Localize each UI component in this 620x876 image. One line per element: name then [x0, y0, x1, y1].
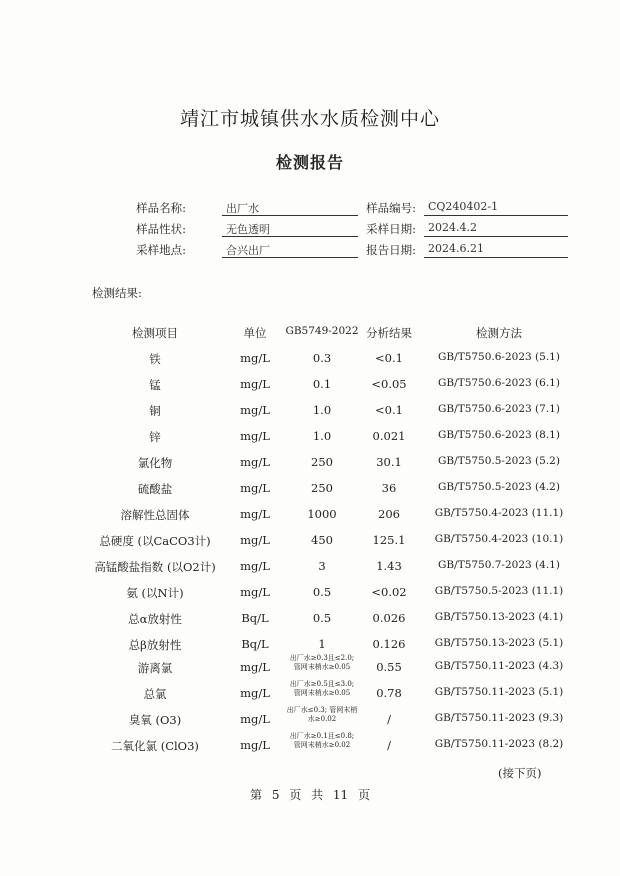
item-result: <0.1 [375, 351, 403, 365]
item-method: GB/T5750.6-2023 (8.1) [438, 429, 560, 441]
item-unit: mg/L [240, 403, 270, 417]
item-unit: Bq/L [241, 611, 269, 625]
item-name: 总氯 [143, 687, 167, 701]
item-method: GB/T5750.11-2023 (9.3) [434, 712, 564, 724]
item-method: GB/T5750.6-2023 (7.1) [438, 403, 560, 415]
item-result: 206 [378, 507, 400, 521]
table-row [0, 455, 620, 481]
table-row [0, 429, 620, 455]
item-name: 铁 [149, 352, 161, 366]
item-name: 锰 [149, 378, 161, 392]
item-unit: mg/L [240, 351, 270, 365]
item-standard: 250 [311, 481, 333, 495]
item-name: 氯化物 [137, 456, 173, 470]
info-row-3 [0, 242, 620, 260]
item-unit: mg/L [240, 738, 270, 752]
item-standard: 0.3 [312, 351, 332, 365]
item-standard: 0.5 [312, 611, 332, 625]
item-method: GB/T5750.4-2023 (11.1) [434, 507, 564, 519]
item-result: 125.1 [372, 533, 406, 547]
item-method: GB/T5750.5-2023 (4.2) [438, 481, 560, 493]
item-method: GB/T5750.5-2023 (11.1) [434, 585, 564, 597]
header-item: 检测项目 [132, 326, 178, 340]
item-name: 游离氯 [137, 661, 173, 675]
sample-nature-value: 无色透明 [222, 221, 358, 237]
item-unit: mg/L [240, 507, 270, 521]
item-method: GB/T5750.5-2023 (5.2) [438, 455, 560, 467]
organization-title: 靖江市城镇供水水质检测中心 [179, 108, 440, 130]
item-standard: 1.0 [312, 429, 332, 443]
item-standard: 出厂水≤0.3; 管网末梢水≥0.02 [286, 706, 358, 723]
sampling-date-value: 2024.4.2 [424, 221, 568, 237]
item-name: 溶解性总固体 [120, 508, 190, 522]
item-name: 总β放射性 [128, 638, 182, 652]
table-row [0, 507, 620, 533]
sampling-site-value: 合兴出厂 [222, 242, 358, 258]
sample-no-value: CQ240402-1 [424, 200, 568, 216]
item-result: 0.021 [372, 429, 406, 443]
sample-nature-label: 样品性状: [136, 222, 186, 236]
report-date-value: 2024.6.21 [424, 242, 568, 258]
item-method: GB/T5750.11-2023 (8.2) [434, 738, 564, 750]
table-row [0, 732, 620, 767]
item-result: 1.43 [376, 559, 402, 573]
info-row-1 [0, 200, 620, 218]
report-date-label: 报告日期: [366, 243, 416, 257]
item-method: GB/T5750.7-2023 (4.1) [438, 559, 560, 571]
item-standard: 3 [318, 559, 326, 573]
item-unit: mg/L [240, 533, 270, 547]
item-name: 氨 (以N计) [126, 586, 184, 600]
table-row [0, 377, 620, 403]
item-name: 二氧化氯 (ClO3) [111, 739, 199, 753]
item-standard: 出厂水≥0.3且≤2.0; 管网末梢水≥0.05 [289, 654, 355, 671]
item-name: 硫酸盐 [137, 482, 173, 496]
page-footer: 第 5 页 共 11 页 [250, 788, 370, 802]
header-standard: GB5749-2022 [285, 325, 359, 337]
info-row-2 [0, 221, 620, 239]
results-label: 检测结果: [92, 286, 142, 300]
sample-name-label: 样品名称: [136, 201, 186, 215]
table-row [0, 611, 620, 637]
item-standard: 出厂水≥0.5且≤3.0; 管网末梢水≥0.05 [289, 680, 355, 697]
item-name: 总硬度 (以CaCO3计) [99, 534, 211, 548]
item-name: 锌 [149, 430, 161, 444]
item-result: 0.78 [376, 686, 402, 700]
item-method: GB/T5750.6-2023 (5.1) [438, 351, 560, 363]
item-standard: 出厂水≥0.1且≤0.8; 管网末梢水≥0.02 [289, 732, 355, 749]
table-row [0, 351, 620, 377]
item-standard: 0.5 [312, 585, 332, 599]
table-row [0, 559, 620, 585]
sample-no-label: 样品编号: [366, 201, 416, 215]
item-name: 总α放射性 [128, 612, 182, 626]
item-result: 0.026 [372, 611, 406, 625]
document-title: 检测报告 [275, 153, 344, 172]
item-result: 0.126 [372, 637, 406, 651]
table-header [0, 325, 620, 351]
item-unit: mg/L [240, 455, 270, 469]
item-name: 铜 [149, 404, 161, 418]
item-method: GB/T5750.11-2023 (5.1) [434, 686, 564, 698]
table-row [0, 403, 620, 429]
item-method: GB/T5750.13-2023 (5.1) [434, 637, 564, 649]
item-result: / [387, 712, 391, 726]
item-unit: mg/L [240, 481, 270, 495]
sampling-date-label: 采样日期: [366, 222, 416, 236]
table-row [0, 585, 620, 611]
item-name: 臭氧 (O3) [128, 713, 182, 727]
item-unit: mg/L [240, 660, 270, 674]
item-method: GB/T5750.6-2023 (6.1) [438, 377, 560, 389]
item-unit: mg/L [240, 585, 270, 599]
item-standard: 1000 [307, 507, 337, 521]
item-unit: mg/L [240, 377, 270, 391]
item-result: 0.55 [376, 660, 402, 674]
header-result: 分析结果 [366, 326, 412, 340]
item-standard: 250 [311, 455, 333, 469]
item-result: <0.05 [371, 377, 407, 391]
item-standard: 1 [318, 637, 326, 651]
item-standard: 450 [311, 533, 333, 547]
table-row [0, 533, 620, 559]
item-standard: 0.1 [312, 377, 332, 391]
item-result: <0.02 [371, 585, 407, 599]
item-name: 高锰酸盐指数 (以O2计) [94, 560, 216, 574]
header-method: 检测方法 [476, 326, 522, 340]
item-standard: 1.0 [312, 403, 332, 417]
sample-name-value: 出厂水 [222, 200, 358, 216]
item-unit: Bq/L [241, 637, 269, 651]
item-result: / [387, 738, 391, 752]
item-result: 36 [381, 481, 397, 495]
item-method: GB/T5750.11-2023 (4.3) [434, 660, 564, 672]
item-method: GB/T5750.13-2023 (4.1) [434, 611, 564, 623]
header-unit: 单位 [243, 326, 267, 340]
item-unit: mg/L [240, 559, 270, 573]
item-result: 30.1 [376, 455, 402, 469]
item-unit: mg/L [240, 712, 270, 726]
item-result: <0.1 [375, 403, 403, 417]
table-row [0, 481, 620, 507]
continue-note: (接下页) [498, 766, 542, 780]
sampling-site-label: 采样地点: [136, 243, 186, 257]
item-unit: mg/L [240, 686, 270, 700]
item-unit: mg/L [240, 429, 270, 443]
item-method: GB/T5750.4-2023 (10.1) [434, 533, 564, 545]
